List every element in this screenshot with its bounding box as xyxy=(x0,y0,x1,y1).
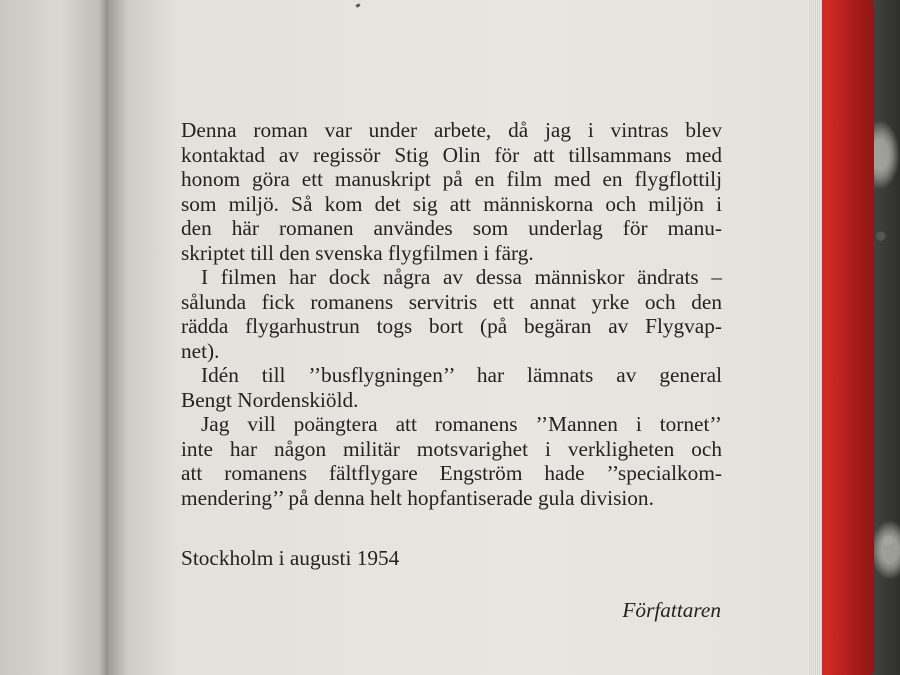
text-line: honom göra ett manuskript på en film med en flygflottilj xyxy=(181,167,722,191)
text-line: mendering’’ på denna helt hopfantiserade gula division. xyxy=(181,485,654,510)
text-line: Jag vill poängtera att romanens ’’Mannen i tornet’’ xyxy=(201,412,722,436)
text-line: kontaktad av regissör Stig Olin för att tillsammans med xyxy=(181,142,722,167)
text-line: skriptet till den svenska flygfilmen i färg. xyxy=(181,240,534,265)
text-line: sålunda fick romanens servitris ett annat yrke och den xyxy=(181,289,722,314)
text-line: I filmen har dock några av dessa människor ändrats – xyxy=(201,265,722,289)
text-line: som miljö. Så kom det sig att människorna och miljön i xyxy=(181,191,722,216)
text-line: att romanens fältflygare Engström hade ’’specialkom- xyxy=(181,461,722,485)
left-page xyxy=(0,0,108,675)
body-text xyxy=(181,118,722,510)
text-line: Idén till ’’busflygningen’’ har lämnats av general xyxy=(201,363,722,387)
text-line: Bengt Nordenskiöld. xyxy=(181,387,359,412)
text-line: Denna roman var under arbete, då jag i vintras blev xyxy=(181,118,722,142)
place-date: Stockholm i augusti 1954 xyxy=(181,546,400,570)
text-line: inte har någon militär motsvarighet i verkligheten och xyxy=(181,436,722,461)
author-signature: Författaren xyxy=(622,598,721,622)
text-line: net). xyxy=(181,338,220,363)
text-line: rädda flygarhustrun togs bort (på begäran av Flygvap- xyxy=(181,314,722,338)
text-line: den här romanen användes som underlag för manu- xyxy=(181,216,722,240)
lichen-patch xyxy=(870,520,900,580)
